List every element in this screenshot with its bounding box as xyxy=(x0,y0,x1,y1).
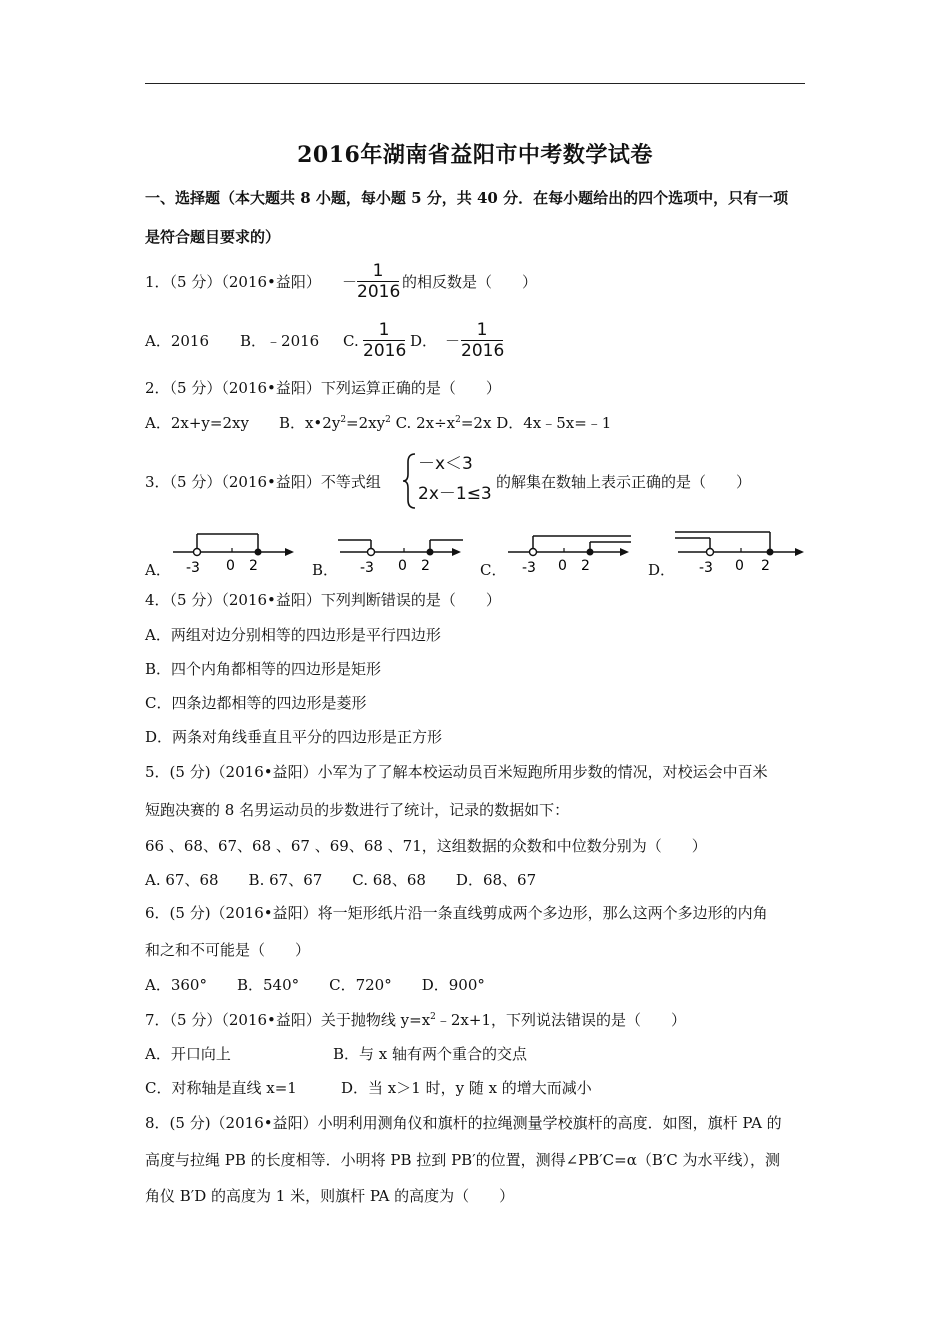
q3-prefix: 3．（5 分）（2016•益阳）不等式组 xyxy=(145,473,381,491)
q2-option-a: A．2x+y=2xy xyxy=(145,414,249,432)
q5-line-3: 66 、68、67、68 、67 、69、68 、71，这组数据的众数和中位数分别为（ ） xyxy=(145,837,707,855)
q3-d-tick-2: 2 xyxy=(761,558,770,574)
q4-option-b: B．四个内角都相等的四边形是矩形 xyxy=(145,660,382,678)
q5-line-2: 短跑决赛的 8 名男运动员的步数进行了统计，记录的数据如下： xyxy=(145,801,570,819)
q1-option-d-minus: － xyxy=(445,332,461,350)
q7-stem-pre: 7．（5 分）（2016•益阳）关于抛物线 y=x xyxy=(145,1011,431,1029)
q2-option-b-sup2: 2 xyxy=(385,415,391,425)
q5-line-1: 5．(5 分)（2016•益阳）小军为了了解本校运动员百米短跑所用步数的情况，对校运会中百米 xyxy=(145,763,768,781)
q3-a-tick-0: 0 xyxy=(226,558,235,574)
q1-minus: － xyxy=(342,273,358,291)
q7-option-d: D．当 x＞1 时，y 随 x 的增大而减小 xyxy=(341,1079,592,1097)
q4-stem: 4．（5 分）（2016•益阳）下列判断错误的是（ ） xyxy=(145,591,501,609)
q3-d-tick-neg3: -3 xyxy=(699,560,713,576)
page-title: 2016年湖南省益阳市中考数学试卷 xyxy=(297,142,653,168)
q2-option-c-post: =2x xyxy=(460,414,492,432)
q1-option-c-den: 2016 xyxy=(363,341,407,361)
q2-option-d: D．4x﹣5x=﹣1 xyxy=(491,414,612,432)
q2-options xyxy=(145,413,611,433)
q4-option-a: A．两组对边分别相等的四边形是平行四边形 xyxy=(145,626,441,644)
q7-stem-post: ﹣2x+1，下列说法错误的是（ ） xyxy=(435,1011,687,1029)
q1-option-c-fraction xyxy=(363,321,405,360)
q6-line-1: 6．(5 分)（2016•益阳）将一矩形纸片沿一条直线剪成两个多边形，那么这两个多边形的内角 xyxy=(145,904,768,922)
q1-fraction xyxy=(357,262,399,301)
q2-option-b-sup: 2 xyxy=(340,415,347,425)
q4-option-d: D．两条对角线垂直且平分的四边形是正方形 xyxy=(145,728,443,746)
q4-option-c: C．四条边都相等的四边形是菱形 xyxy=(145,694,367,712)
q3-b-tick-neg3: -3 xyxy=(360,560,374,576)
q3-b-tick-0: 0 xyxy=(398,558,407,574)
q3-label-c: C． xyxy=(480,561,507,579)
q6-line-2: 和之和不可能是（ ） xyxy=(145,941,311,959)
section-heading: 一、选择题（本大题共 8 小题，每小题 5 分，共 40 分．在每小题给出的四个选项中，只有一项 xyxy=(145,189,789,207)
section-heading-cont: 是符合题目要求的） xyxy=(145,228,281,246)
q1-option-b: B．﹣2016 xyxy=(240,332,320,350)
q8-line-3: 角仪 B′D 的高度为 1 米，则旗杆 PA 的高度为（ ） xyxy=(145,1187,515,1205)
q3-b-tick-2: 2 xyxy=(421,558,430,574)
q7-option-c: C．对称轴是直线 x=1 xyxy=(145,1079,297,1097)
q2-option-c-sup: 2 xyxy=(455,415,461,425)
q3-numberline-a xyxy=(168,528,298,578)
q2-option-c-pre: C. 2x÷x xyxy=(390,414,456,432)
q3-brace xyxy=(402,452,418,510)
q7-stem-sup: 2 xyxy=(430,1012,436,1022)
q3-c-tick-2: 2 xyxy=(581,558,590,574)
q1-option-d-den: 2016 xyxy=(461,341,505,361)
q6-options: A．360° B．540° C．720° D．900° xyxy=(145,976,485,994)
q3-c-tick-0: 0 xyxy=(558,558,567,574)
header-rule xyxy=(145,83,805,84)
q1-option-a: A．2016 xyxy=(145,332,210,350)
q3-a-tick-neg3: -3 xyxy=(186,560,200,576)
q3-suffix: 的解集在数轴上表示正确的是（ ） xyxy=(496,473,752,491)
q3-label-b: B． xyxy=(312,561,339,579)
q3-numberline-c xyxy=(503,528,633,578)
q3-a-tick-2: 2 xyxy=(249,558,258,574)
q1-option-d: D． xyxy=(410,332,438,350)
q3-label-a: A． xyxy=(145,561,171,579)
q8-line-1: 8．(5 分)（2016•益阳）小明利用测角仪和旗杆的拉绳测量学校旗杆的高度．如图，旗杆 PA 的 xyxy=(145,1114,782,1132)
q1-suffix: 的相反数是（ ） xyxy=(402,273,538,291)
q1-option-c: C. xyxy=(343,332,359,350)
q1-den: 2016 xyxy=(357,282,401,302)
q3-label-d: D． xyxy=(648,561,676,579)
q3-d-tick-0: 0 xyxy=(735,558,744,574)
q1-option-d-num: 1 xyxy=(476,320,488,340)
q1-option-d-fraction xyxy=(461,321,503,360)
q7-option-a: A．开口向上 xyxy=(145,1045,231,1063)
q3-c-tick-neg3: -3 xyxy=(522,560,536,576)
q3-numberline-d xyxy=(673,528,807,578)
q2-option-b-mid: =2xy xyxy=(346,414,386,432)
q1-option-c-num: 1 xyxy=(378,320,390,340)
q2-stem: 2．（5 分）（2016•益阳）下列运算正确的是（ ） xyxy=(145,379,501,397)
q8-line-2: 高度与拉绳 PB 的长度相等．小明将 PB 拉到 PB′的位置，测得∠PB′C=α（B′C 为水平线），测 xyxy=(145,1151,781,1169)
q1-prefix: 1．（5 分）（2016•益阳） xyxy=(145,273,321,291)
q3-numberline-b xyxy=(335,528,465,578)
q5-options: A. 67、68 B. 67、67 C. 68、68 D．68、67 xyxy=(145,871,537,889)
q7-stem xyxy=(145,1010,686,1030)
q3-ineq-1: －x＜3 xyxy=(418,454,473,474)
q7-option-b: B．与 x 轴有两个重合的交点 xyxy=(333,1045,528,1063)
q3-ineq-2: 2x－1≤3 xyxy=(418,484,492,504)
q2-option-b-pre: B．x•2y xyxy=(278,414,341,432)
q1-num: 1 xyxy=(372,261,384,281)
